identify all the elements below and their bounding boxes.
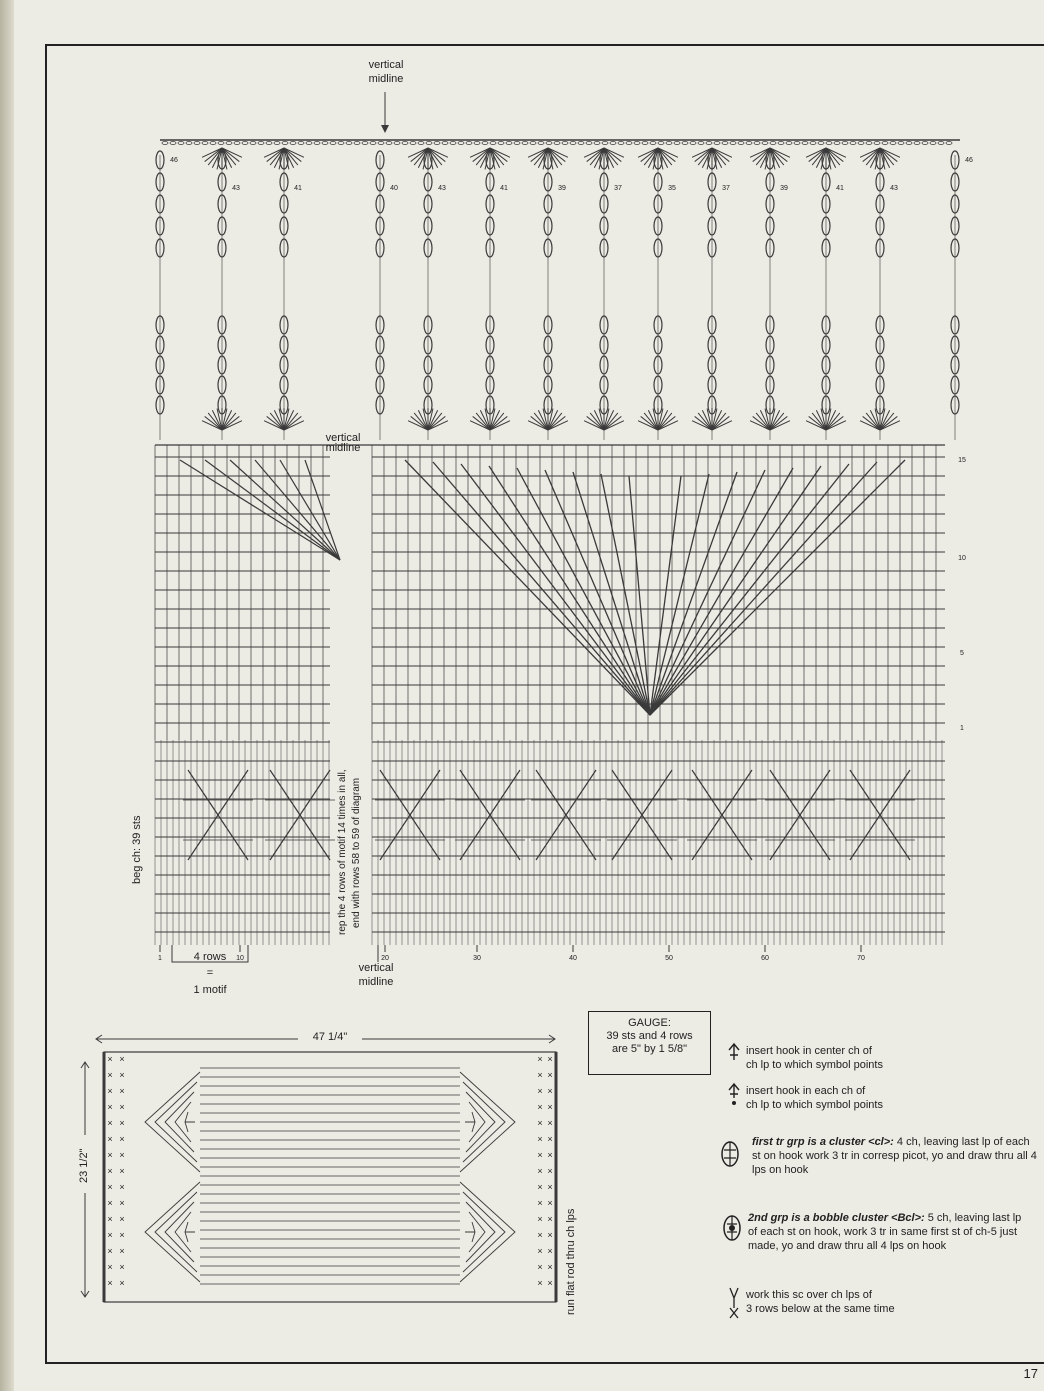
top-chain-stitch — [538, 142, 544, 145]
top-chain-stitch — [842, 142, 848, 145]
v-right-arm — [650, 472, 737, 715]
schematic-x-mark: × — [107, 1150, 113, 1160]
schematic-x-mark: × — [547, 1198, 553, 1208]
top-chain-stitch — [170, 142, 176, 145]
rep-note-line1: rep the 4 rows of motif 14 times in all, — [337, 769, 348, 935]
top-chain-stitch — [818, 142, 824, 145]
top-chain-stitch — [194, 142, 200, 145]
midline-arrowhead — [381, 125, 389, 133]
v-left-arm — [489, 466, 650, 715]
legend-insert-center: insert hook in center ch of ch lp to which symbol points — [746, 1045, 883, 1071]
top-chain-stitch — [234, 142, 240, 145]
top-chain-stitch — [322, 142, 328, 145]
rep-note-line2: end with rows 58 to 59 of diagram — [351, 777, 362, 928]
width-dimension-label: 47 1/4" — [300, 1030, 360, 1044]
bottom-tick-label: 70 — [857, 955, 865, 962]
schematic-x-mark: × — [537, 1198, 543, 1208]
v-left-arm — [629, 476, 650, 715]
top-chain-stitch — [258, 142, 264, 145]
top-chain-stitch — [338, 142, 344, 145]
top-chain-stitch — [514, 142, 520, 145]
top-chain-stitch — [442, 142, 448, 145]
page-number: 17 — [1023, 1366, 1038, 1381]
top-chain-stitch — [642, 142, 648, 145]
bottom-tick-label: 30 — [473, 955, 481, 962]
row-number-top: 41 — [836, 185, 844, 192]
top-chain-stitch — [162, 142, 168, 145]
schematic-x-mark: × — [537, 1230, 543, 1240]
schematic-x-mark: × — [547, 1166, 553, 1176]
schematic-x-mark: × — [537, 1214, 543, 1224]
schematic-x-mark: × — [107, 1134, 113, 1144]
top-chain-stitch — [314, 142, 320, 145]
top-chain-stitch — [650, 142, 656, 145]
legend-cluster-title: first tr grp is a cluster <cl>: — [752, 1136, 894, 1148]
schematic-x-mark: × — [119, 1086, 125, 1096]
schematic-x-mark: × — [119, 1230, 125, 1240]
top-chain-stitch — [362, 142, 368, 145]
top-chain-stitch — [738, 142, 744, 145]
top-chain-stitch — [786, 142, 792, 145]
top-chain-stitch — [410, 142, 416, 145]
cluster-icon — [718, 1138, 742, 1170]
one-motif-label: 1 motif — [193, 984, 227, 996]
top-chain-stitch — [482, 142, 488, 145]
schematic-x-mark: × — [119, 1214, 125, 1224]
top-chain-stitch — [330, 142, 336, 145]
v-left-arm — [405, 460, 650, 715]
top-chain-stitch — [474, 142, 480, 145]
top-chain-stitch — [746, 142, 752, 145]
schematic-x-mark: × — [107, 1182, 113, 1192]
sc-over-icon — [726, 1286, 742, 1320]
legend-sc-over: work this sc over ch lps of 3 rows below at the same time — [746, 1289, 895, 1315]
schematic-x-mark: × — [547, 1086, 553, 1096]
top-chain-stitch — [890, 142, 896, 145]
top-chain-stitch — [570, 142, 576, 145]
row-number-top: 41 — [500, 185, 508, 192]
top-chain-stitch — [834, 142, 840, 145]
top-chain-stitch — [826, 142, 832, 145]
schematic-x-mark: × — [119, 1198, 125, 1208]
top-chain-stitch — [282, 142, 288, 145]
top-chain-stitch — [618, 142, 624, 145]
top-chain-stitch — [490, 142, 496, 145]
row-number-top: 37 — [722, 185, 730, 192]
gauge-line1: 39 sts and 4 rows — [606, 1030, 693, 1042]
legend-insert-each: insert hook in each ch of ch lp to which symbol points — [746, 1085, 883, 1111]
schematic-x-mark: × — [547, 1182, 553, 1192]
top-chain-stitch — [914, 142, 920, 145]
beg-ch-label: beg ch: 39 sts — [131, 815, 143, 884]
top-chain-stitch — [226, 142, 232, 145]
top-chain-stitch — [426, 142, 432, 145]
top-chain-stitch — [938, 142, 944, 145]
vertical-midline-bottom-label: vertical midline — [358, 962, 394, 988]
schematic-x-mark: × — [547, 1246, 553, 1256]
top-chain-stitch — [634, 142, 640, 145]
top-chain-stitch — [866, 142, 872, 145]
top-chain-stitch — [290, 142, 296, 145]
bottom-tick-label: 20 — [381, 955, 389, 962]
top-chain-stitch — [250, 142, 256, 145]
schematic-x-mark: × — [547, 1150, 553, 1160]
v-right-arm — [650, 466, 821, 715]
top-chain-stitch — [882, 142, 888, 145]
row-number-top: 41 — [294, 185, 302, 192]
top-chain-stitch — [218, 142, 224, 145]
top-chain-stitch — [458, 142, 464, 145]
top-chain-stitch — [274, 142, 280, 145]
v-right-arm — [650, 460, 905, 715]
schematic-x-mark: × — [547, 1054, 553, 1064]
top-chain-stitch — [682, 142, 688, 145]
top-chain-stitch — [242, 142, 248, 145]
schematic-x-mark: × — [547, 1070, 553, 1080]
schematic-x-mark: × — [537, 1054, 543, 1064]
equals-label: = — [206, 967, 214, 979]
bottom-tick-label: 40 — [569, 955, 577, 962]
schematic-x-mark: × — [537, 1118, 543, 1128]
schematic-x-mark: × — [537, 1246, 543, 1256]
top-chain-stitch — [530, 142, 536, 145]
row-number-top: 43 — [890, 185, 898, 192]
row-number-side: 1 — [960, 725, 964, 732]
half-v-arm — [205, 460, 340, 560]
schematic-x-mark: × — [537, 1262, 543, 1272]
v-right-arm — [650, 476, 681, 715]
schematic-x-mark: × — [107, 1054, 113, 1064]
schematic-x-mark: × — [119, 1150, 125, 1160]
bottom-tick-label: 60 — [761, 955, 769, 962]
bobble-cluster-icon — [720, 1212, 744, 1244]
top-chain-stitch — [306, 142, 312, 145]
top-chain-stitch — [498, 142, 504, 145]
top-chain-stitch — [370, 142, 376, 145]
schematic-x-mark: × — [547, 1118, 553, 1128]
bottom-tick-label: 50 — [665, 955, 673, 962]
top-chain-stitch — [666, 142, 672, 145]
top-chain-stitch — [706, 142, 712, 145]
schematic-x-mark: × — [107, 1102, 113, 1112]
top-chain-stitch — [754, 142, 760, 145]
schematic-x-mark: × — [119, 1262, 125, 1272]
schematic-x-mark: × — [537, 1102, 543, 1112]
top-chain-stitch — [778, 142, 784, 145]
schematic-x-mark: × — [537, 1086, 543, 1096]
top-chain-stitch — [858, 142, 864, 145]
legend-bobble-cluster — [748, 1211, 1033, 1253]
top-chain-stitch — [554, 142, 560, 145]
schematic-x-mark: × — [547, 1134, 553, 1144]
top-chain-stitch — [186, 142, 192, 145]
schematic-x-mark: × — [537, 1134, 543, 1144]
top-chain-stitch — [466, 142, 472, 145]
top-chain-stitch — [298, 142, 304, 145]
insert-each-icon — [726, 1082, 742, 1108]
top-chain-stitch — [506, 142, 512, 145]
top-chain-stitch — [402, 142, 408, 145]
row-number-side: 10 — [958, 555, 966, 562]
schematic-x-mark: × — [107, 1198, 113, 1208]
v-left-arm — [545, 470, 650, 715]
schematic-x-mark: × — [119, 1278, 125, 1288]
top-chain-stitch — [922, 142, 928, 145]
schematic-outline — [104, 1052, 556, 1302]
height-dimension-label: 23 1/2" — [78, 1148, 90, 1183]
legend-bobble-title: 2nd grp is a bobble cluster <Bcl>: — [748, 1212, 925, 1224]
row-number-top: 40 — [390, 185, 398, 192]
top-chain-stitch — [178, 142, 184, 145]
vertical-midline-top-label: vertical midline — [368, 59, 404, 85]
bottom-tick-label: 1 — [158, 955, 162, 962]
top-chain-stitch — [418, 142, 424, 145]
schematic-x-mark: × — [107, 1214, 113, 1224]
top-chain-stitch — [898, 142, 904, 145]
schematic-x-mark: × — [537, 1278, 543, 1288]
schematic-x-mark: × — [537, 1182, 543, 1192]
schematic-x-mark: × — [547, 1278, 553, 1288]
gauge-box — [588, 1011, 711, 1075]
schematic-x-mark: × — [537, 1166, 543, 1176]
four-rows-label: 4 rows — [193, 951, 227, 963]
top-chain-stitch — [690, 142, 696, 145]
schematic-x-mark: × — [547, 1214, 553, 1224]
schematic-x-mark: × — [537, 1070, 543, 1080]
v-left-arm — [461, 464, 650, 715]
schematic-x-mark: × — [547, 1102, 553, 1112]
top-chain-stitch — [434, 142, 440, 145]
top-chain-stitch — [730, 142, 736, 145]
schematic-x-mark: × — [107, 1262, 113, 1272]
schematic-x-mark: × — [119, 1166, 125, 1176]
schematic-x-mark: × — [119, 1246, 125, 1256]
top-chain-stitch — [210, 142, 216, 145]
v-left-arm — [601, 474, 650, 715]
top-chain-stitch — [562, 142, 568, 145]
schematic-x-mark: × — [119, 1182, 125, 1192]
schematic-x-mark: × — [107, 1070, 113, 1080]
top-chain-stitch — [714, 142, 720, 145]
legend-cluster-text: 4 ch, leaving last lp of each st on hook work 3 tr in corresp picot, yo and draw thru all 4 lps on hook — [752, 1136, 1037, 1176]
top-chain-stitch — [346, 142, 352, 145]
bottom-tick-label: 10 — [236, 955, 244, 962]
top-chain-stitch — [658, 142, 664, 145]
schematic-x-mark: × — [107, 1166, 113, 1176]
schematic-x-mark: × — [119, 1118, 125, 1128]
top-chain-stitch — [794, 142, 800, 145]
vertical-midline-mid-label: vertical midline — [325, 432, 361, 454]
top-chain-stitch — [810, 142, 816, 145]
row-number-top: 39 — [780, 185, 788, 192]
top-chain-stitch — [930, 142, 936, 145]
top-chain-stitch — [770, 142, 776, 145]
row-number-top: 43 — [232, 185, 240, 192]
top-chain-stitch — [874, 142, 880, 145]
half-v-arm — [180, 460, 340, 560]
half-v-arm — [230, 460, 340, 560]
legend-cluster — [752, 1135, 1037, 1177]
top-chain-stitch — [578, 142, 584, 145]
row-number-side: 5 — [960, 650, 964, 657]
schematic-x-mark: × — [107, 1086, 113, 1096]
schematic-x-mark: × — [107, 1246, 113, 1256]
top-chain-stitch — [602, 142, 608, 145]
top-chain-stitch — [378, 142, 384, 145]
row-number-top: 37 — [614, 185, 622, 192]
top-chain-stitch — [610, 142, 616, 145]
v-right-arm — [650, 468, 793, 715]
row-number-top: 39 — [558, 185, 566, 192]
legend-bobble-text: 5 ch, leaving last lp of each st on hook, work 3 tr in same first st of ch-5 just made, yo and draw thru all 4 lps on hook — [748, 1212, 1022, 1252]
half-v-arm — [255, 460, 340, 560]
schematic-x-mark: × — [119, 1134, 125, 1144]
schematic-x-mark: × — [547, 1262, 553, 1272]
v-left-arm — [433, 462, 650, 715]
top-chain-stitch — [674, 142, 680, 145]
top-chain-stitch — [386, 142, 392, 145]
row-number-top: 35 — [668, 185, 676, 192]
gauge-title: GAUGE: — [628, 1017, 671, 1029]
top-chain-stitch — [594, 142, 600, 145]
top-chain-stitch — [946, 142, 952, 145]
run-rod-label: run flat rod thru ch lps — [565, 1208, 577, 1315]
gauge-line2: are 5" by 1 5/8" — [611, 1043, 688, 1055]
top-chain-stitch — [522, 142, 528, 145]
schematic-x-mark: × — [119, 1102, 125, 1112]
row-number-side: 15 — [958, 457, 966, 464]
top-chain-stitch — [850, 142, 856, 145]
top-chain-stitch — [354, 142, 360, 145]
top-chain-stitch — [626, 142, 632, 145]
insert-center-icon — [726, 1042, 742, 1064]
row-number-top: 43 — [438, 185, 446, 192]
top-chain-stitch — [450, 142, 456, 145]
schematic-x-mark: × — [119, 1054, 125, 1064]
top-chain-stitch — [762, 142, 768, 145]
schematic-x-mark: × — [547, 1230, 553, 1240]
v-right-arm — [650, 474, 709, 715]
row-number-top: 46 — [965, 157, 973, 164]
schematic-x-mark: × — [107, 1278, 113, 1288]
schematic-x-mark: × — [119, 1070, 125, 1080]
schematic-x-mark: × — [537, 1150, 543, 1160]
top-chain-stitch — [266, 142, 272, 145]
top-chain-stitch — [546, 142, 552, 145]
top-chain-stitch — [586, 142, 592, 145]
top-chain-stitch — [698, 142, 704, 145]
schematic-x-mark: × — [107, 1118, 113, 1128]
top-chain-stitch — [802, 142, 808, 145]
top-chain-stitch — [906, 142, 912, 145]
top-chain-stitch — [722, 142, 728, 145]
schematic-x-mark: × — [107, 1230, 113, 1240]
top-chain-stitch — [202, 142, 208, 145]
row-number-top: 46 — [170, 157, 178, 164]
top-chain-stitch — [394, 142, 400, 145]
